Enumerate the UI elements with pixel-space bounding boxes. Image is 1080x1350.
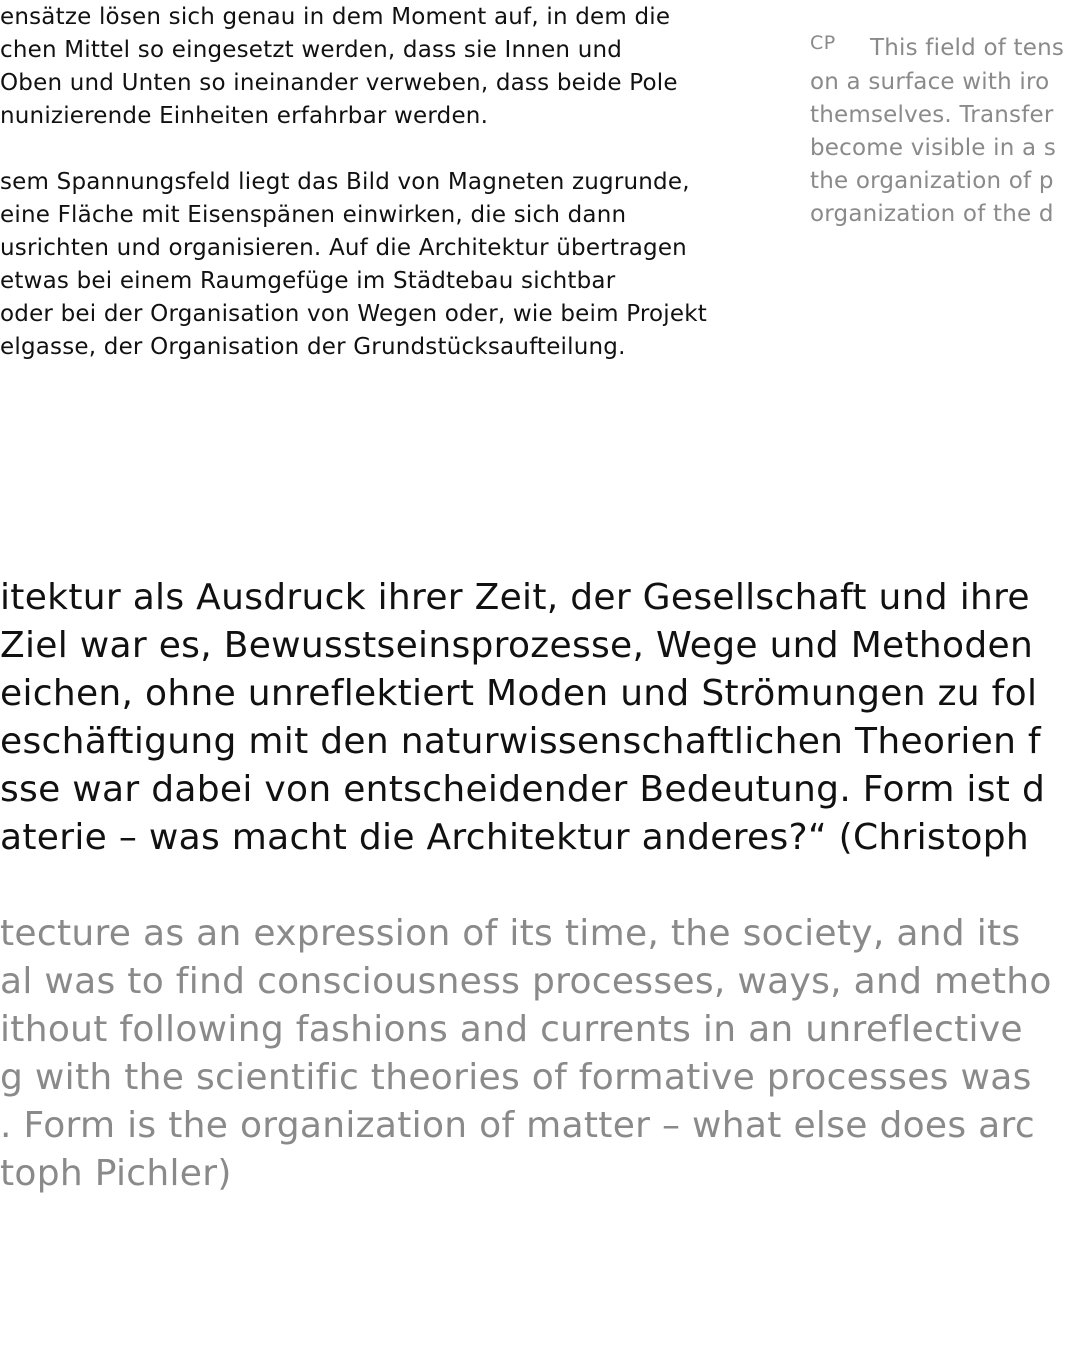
text-line: Oben und Unten so ineinander verweben, dass beide Pole (0, 70, 678, 96)
text-line: usrichten und organisieren. Auf die Architektur übertragen (0, 235, 687, 261)
author-initials-label: CP (810, 32, 836, 54)
quote-line: itektur als Ausdruck ihrer Zeit, der Gesellschaft und ihre (0, 577, 1030, 618)
text-line: eine Fläche mit Eisenspänen einwirken, die sich dann (0, 202, 627, 228)
quote-line: eichen, ohne unreflektiert Moden und Strömungen zu fol (0, 673, 1038, 714)
text-line: organization of the d (810, 201, 1054, 227)
quote-line: Ziel war es, Bewusstseinsprozesse, Wege und Methoden (0, 625, 1034, 666)
text-line: oder bei der Organisation von Wegen oder, wie beim Projekt (0, 301, 707, 327)
quote-line: ithout following fashions and currents in an unreflective (0, 1009, 1023, 1050)
quote-line: g with the scientific theories of formative processes was (0, 1057, 1032, 1098)
text-line: elgasse, der Organisation der Grundstücksaufteilung. (0, 334, 626, 360)
quote-line: toph Pichler) (0, 1153, 232, 1194)
text-line: themselves. Transfer (810, 102, 1054, 128)
quote-line: sse war dabei von entscheidender Bedeutung. Form ist d (0, 769, 1046, 810)
quote-line: al was to find consciousness processes, ways, and metho (0, 961, 1052, 1002)
text-line: etwas bei einem Raumgefüge im Städtebau sichtbar (0, 268, 616, 294)
text-line: sem Spannungsfeld liegt das Bild von Magneten zugrunde, (0, 169, 690, 195)
quote-line: . Form is the organization of matter – what else does arc (0, 1105, 1035, 1146)
text-line: nunizierende Einheiten erfahrbar werden. (0, 103, 489, 129)
quote-line: eschäftigung mit den naturwissenschaftlichen Theorien f (0, 721, 1041, 762)
quote-line: aterie – was macht die Architektur anderes?“ (Christoph (0, 817, 1029, 858)
text-line: chen Mittel so eingesetzt werden, dass sie Innen und (0, 37, 623, 63)
text-line: the organization of p (810, 168, 1054, 194)
text-line: become visible in a s (810, 135, 1057, 161)
text-line: ensätze lösen sich genau in dem Moment auf, in dem die (0, 4, 671, 30)
quote-line: tecture as an expression of its time, the society, and its (0, 913, 1021, 954)
text-line: This field of tens (870, 35, 1065, 61)
text-line: on a surface with iro (810, 69, 1050, 95)
